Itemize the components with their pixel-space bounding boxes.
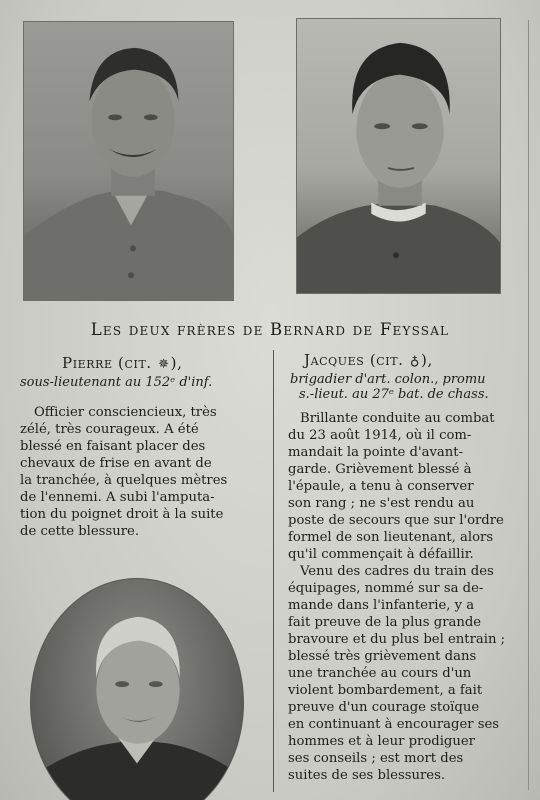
right-rank-line-2: s.-lieut. au 27ᵉ bat. de chass. <box>299 387 489 402</box>
right-text-line: une tranchée au cours d'un <box>288 666 472 681</box>
left-text-line: la tranchée, à quelques mètres <box>20 473 228 488</box>
left-citation-prefix: (cit. <box>118 354 152 372</box>
right-text-line: mande dans l'infanterie, y a <box>288 598 475 613</box>
right-text-line: mandait la pointe d'avant- <box>288 445 464 460</box>
left-rank: sous-lieutenant au 152ᵉ d'inf. <box>20 375 213 390</box>
right-rank-line-1: brigadier d'art. colon., promu <box>290 372 486 387</box>
cross-medal-icon: ♁ <box>409 354 421 369</box>
right-text-line: Venu des cadres du train des <box>300 564 494 579</box>
right-text-line: son rang ; ne s'est rendu au <box>288 496 475 511</box>
left-text-line: de cette blessure. <box>20 524 140 539</box>
left-column-heading <box>62 354 182 372</box>
portrait-photo-pierre <box>23 21 234 301</box>
right-text-line: du 23 août 1914, où il com- <box>288 428 472 443</box>
right-text-line: poste de secours que sur l'ordre <box>288 513 504 528</box>
right-text-line: formel de son lieutenant, alors <box>288 530 494 545</box>
right-text-line: l'épaule, a tenu à conserver <box>288 479 474 494</box>
right-text-line: hommes et à leur prodiguer <box>288 734 475 749</box>
left-body-text <box>20 404 227 540</box>
right-text-line: ses conseils ; est mort des <box>288 751 464 766</box>
left-text-line: de l'ennemi. A subi l'amputa- <box>20 490 215 505</box>
right-citation-suffix: ), <box>421 351 433 369</box>
right-text-line: bravoure et du plus bel entrain ; <box>288 632 506 647</box>
left-text-line: Officier consciencieux, très <box>34 405 217 420</box>
right-text-line: équipages, nommé sur sa de- <box>288 581 484 596</box>
right-text-line: suites de ses blessures. <box>288 768 446 783</box>
star-medal-icon: ✵ <box>158 357 170 372</box>
portrait-photo-bernard <box>30 578 244 800</box>
right-citation-prefix: (cit. <box>369 351 404 369</box>
left-text-line: chevaux de frise en avant de <box>20 456 212 471</box>
left-citation-suffix: ), <box>170 354 183 372</box>
right-body-text <box>288 410 505 784</box>
right-text-line: Brillante conduite au combat <box>300 411 495 426</box>
right-column-heading <box>304 351 433 369</box>
left-name: Pierre <box>62 354 113 372</box>
right-text-line: preuve d'un courage stoïque <box>288 700 480 715</box>
right-text-line: fait preuve de la plus grande <box>288 615 482 630</box>
right-text-line: violent bombardement, a fait <box>288 683 483 698</box>
left-text-line: zélé, très courageux. A été <box>20 422 199 437</box>
right-text-line: blessé très grièvement dans <box>288 649 477 664</box>
right-text-line: garde. Grièvement blessé à <box>288 462 472 477</box>
left-text-line: blessé en faisant placer des <box>20 439 206 454</box>
portrait-photo-jacques <box>296 18 501 294</box>
left-text-line: tion du poignet droit à la suite <box>20 507 224 522</box>
column-divider <box>273 350 274 792</box>
right-name: Jacques <box>304 351 365 369</box>
photo-caption: Les deux frères de Bernard de Feyssal <box>90 320 450 339</box>
right-text-line: en continuant à encourager ses <box>288 717 500 732</box>
page-edge-line <box>528 20 529 790</box>
right-text-line: qu'il commençait à défaillir. <box>288 547 474 562</box>
